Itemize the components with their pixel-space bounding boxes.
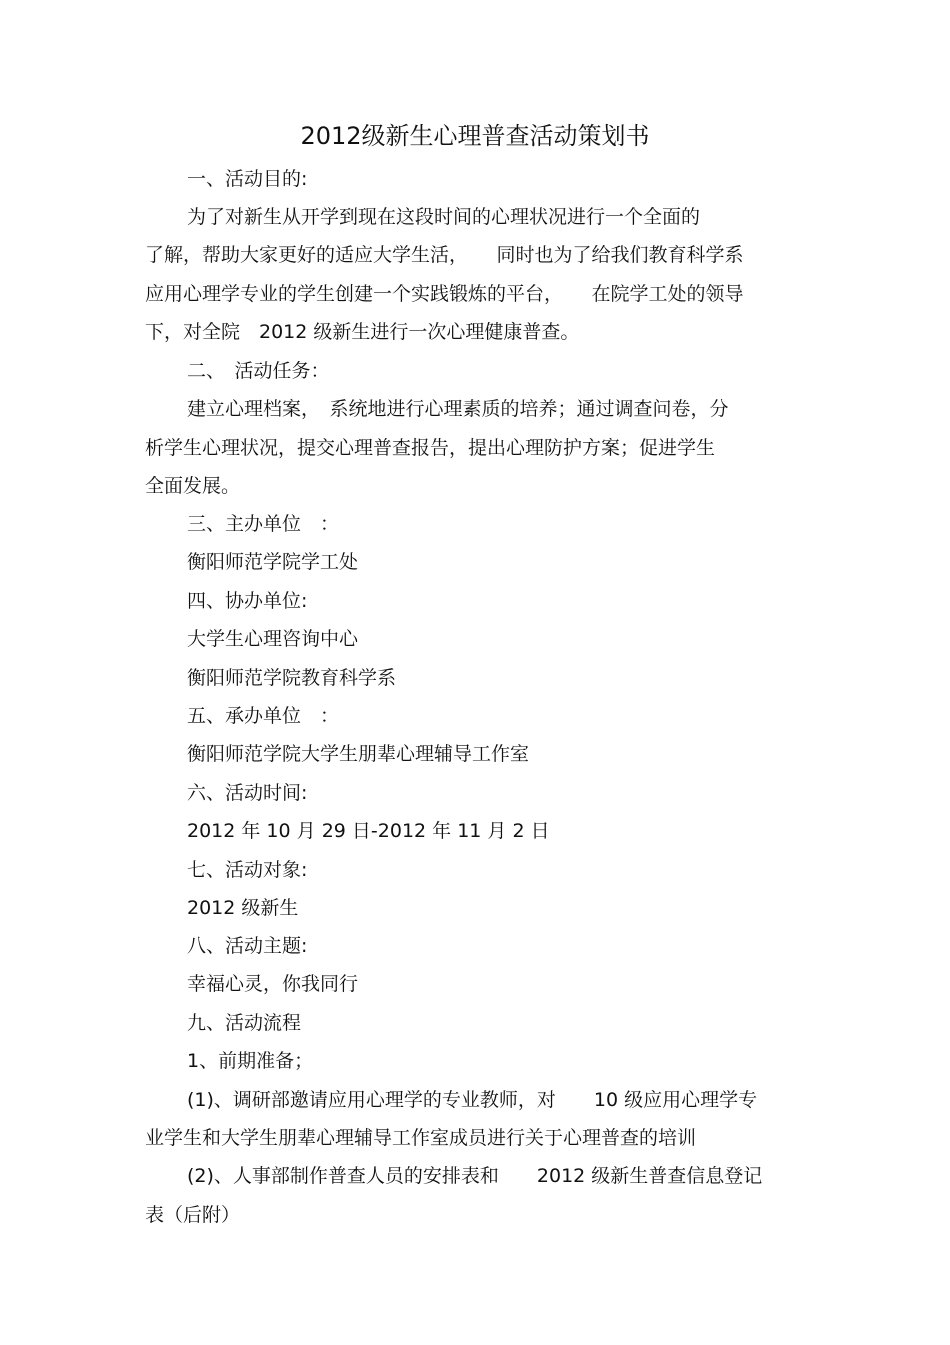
paragraph-line: (1)、调研部邀请应用心理学的专业教师，对 10 级应用心理学专 — [187, 1089, 758, 1111]
paragraph-line: 建立心理档案， 系统地进行心理素质的培养；通过调查问卷，分 — [187, 398, 729, 420]
paragraph-line: (2)、人事部制作普查人员的安排表和 2012 级新生普查信息登记 — [187, 1165, 763, 1187]
paragraph-line: 衡阳师范学院学工处 — [187, 551, 359, 573]
paragraph-line: 了解，帮助大家更好的适应大学生活， 同时也为了给我们教育科学系 — [145, 244, 744, 266]
paragraph-line: 为了对新生从开学到现在这段时间的心理状况进行一个全面的 — [187, 206, 701, 228]
paragraph-line: 幸福心灵，你我同行 — [187, 973, 359, 995]
section-heading-time: 六、活动时间: — [187, 782, 308, 804]
paragraph-line: 衡阳师范学院大学生朋辈心理辅导工作室 — [187, 743, 530, 765]
subsection-heading: 1、前期准备； — [187, 1050, 314, 1072]
section-heading-organizer: 五、承办单位 ： — [187, 705, 340, 727]
paragraph-line: 2012 级新生 — [187, 897, 299, 919]
section-heading-co-host: 四、协办单位: — [187, 590, 308, 612]
paragraph-line: 应用心理学专业的学生创建一个实践锻炼的平台， 在院学工处的领导 — [145, 283, 744, 305]
paragraph-line: 大学生心理咨询中心 — [187, 628, 359, 650]
paragraph-line: 衡阳师范学院教育科学系 — [187, 667, 397, 689]
paragraph-line: 全面发展。 — [145, 475, 241, 497]
document-title: 2012级新生心理普查活动策划书 — [300, 122, 650, 150]
section-heading-host: 三、主办单位 ： — [187, 513, 340, 535]
paragraph-line: 2012 年 10 月 29 日-2012 年 11 月 2 日 — [187, 820, 550, 842]
paragraph-line: 表（后附） — [145, 1204, 241, 1226]
paragraph-line: 业学生和大学生朋辈心理辅导工作室成员进行关于心理普查的培训 — [145, 1127, 697, 1149]
section-heading-process: 九、活动流程 — [187, 1012, 302, 1034]
section-heading-tasks: 二、 活动任务： — [187, 360, 330, 382]
paragraph-line: 析学生心理状况，提交心理普查报告，提出心理防护方案；促进学生 — [145, 437, 716, 459]
section-heading-purpose: 一、活动目的: — [187, 168, 308, 190]
paragraph-line: 下，对全院 2012 级新生进行一次心理健康普查。 — [145, 321, 580, 343]
section-heading-theme: 八、活动主题: — [187, 935, 308, 957]
section-heading-target: 七、活动对象: — [187, 859, 308, 881]
